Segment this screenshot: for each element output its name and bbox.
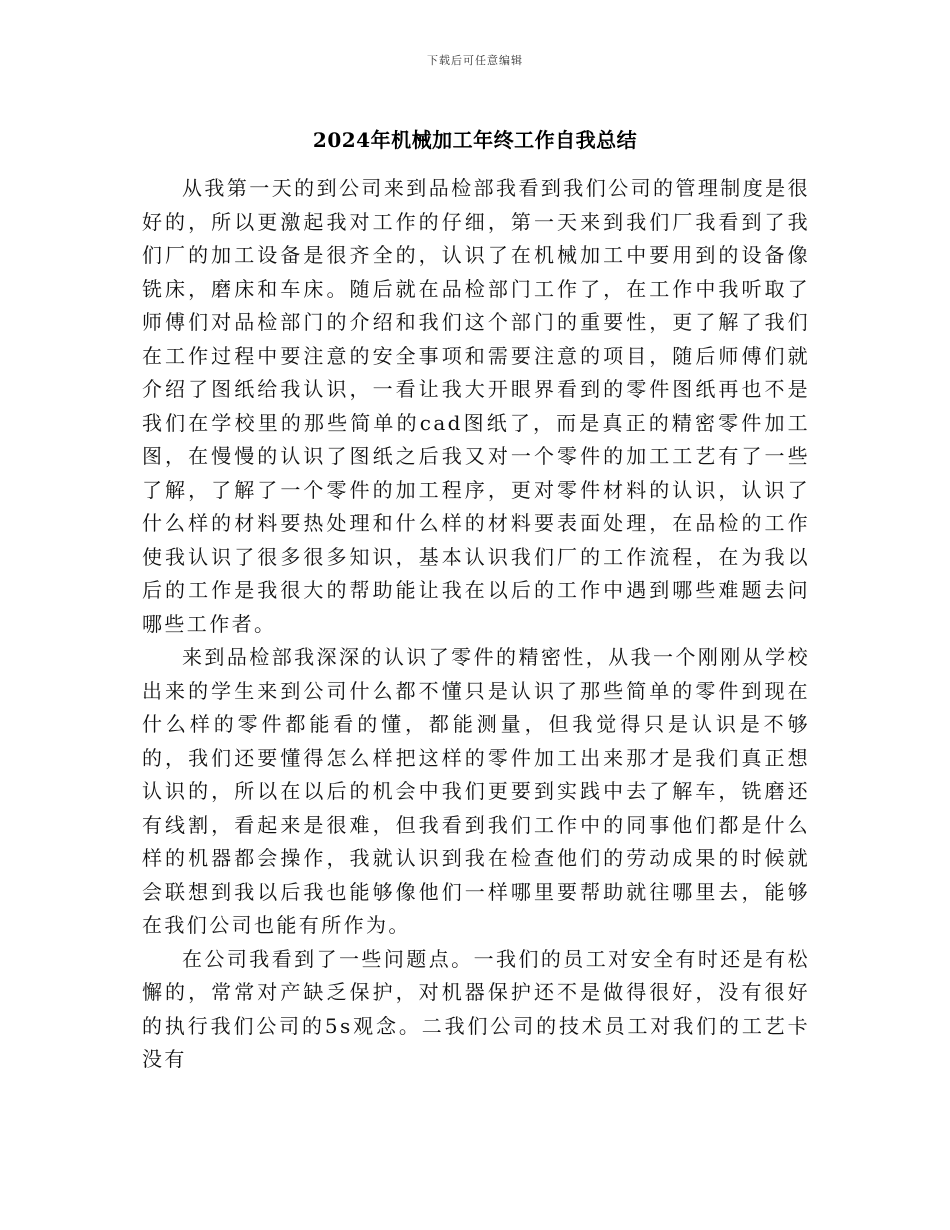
paragraph-2: 来到品检部我深深的认识了零件的精密性，从我一个刚刚从学校出来的学生来到公司什么都不懂只是认识了那些简单的零件到现在什么样的零件都能看的懂，都能测量，但我觉得只是认识是不够的，我们还要懂得怎么样把这样的零件加工出来那才是我们真正想认识的，所以在以后的机会中我们更要到实践中去了解车，铣磨还有线割，看起来是很难，但我看到我们工作中的同事他们都是什么样的机器都会操作，我就认识到我在检查他们的劳动成果的时候就会联想到我以后我也能够像他们一样哪里要帮助就往哪里去，能够在我们公司也能有所作为。 [142,645,810,937]
header-note: 下载后可任意编辑 [427,54,523,67]
paragraph-1: 从我第一天的到公司来到品检部我看到我们公司的管理制度是很好的，所以更激起我对工作的仔细，第一天来到我们厂我看到了我们厂的加工设备是很齐全的，认识了在机械加工中要用到的设备像铣床，磨床和车床。随后就在品检部门工作了，在工作中我听取了师傅们对品检部门的介绍和我们这个部门的重要性，更了解了我们在工作过程中要注意的安全事项和需要注意的项目，随后师傅们就介绍了图纸给我认识，一看让我大开眼界看到的零件图纸再也不是我们在学校里的那些简单的cad图纸了，而是真正的精密零件加工图，在慢慢的认识了图纸之后我又对一个零件的加工工艺有了一些了解，了解了一个零件的加工程序，更对零件材料的认识，认识了什么样的材料要热处理和什么样的材料要表面处理，在品检的工作使我认识了很多很多知识，基本认识我们厂的工作流程，在为我以后的工作是我很大的帮助能让我在以后的工作中遇到哪些难题去问哪些工作者。 [142,176,810,636]
document-body [142,172,810,1077]
document-title: 2024年机械加工年终工作自我总结 [312,128,638,152]
paragraph-3: 在公司我看到了一些问题点。一我们的员工对安全有时还是有松懈的，常常对产缺乏保护，对机器保护还不是做得很好，没有很好的执行我们公司的5s观念。二我们公司的技术员工对我们的工艺卡没有 [142,946,810,1071]
